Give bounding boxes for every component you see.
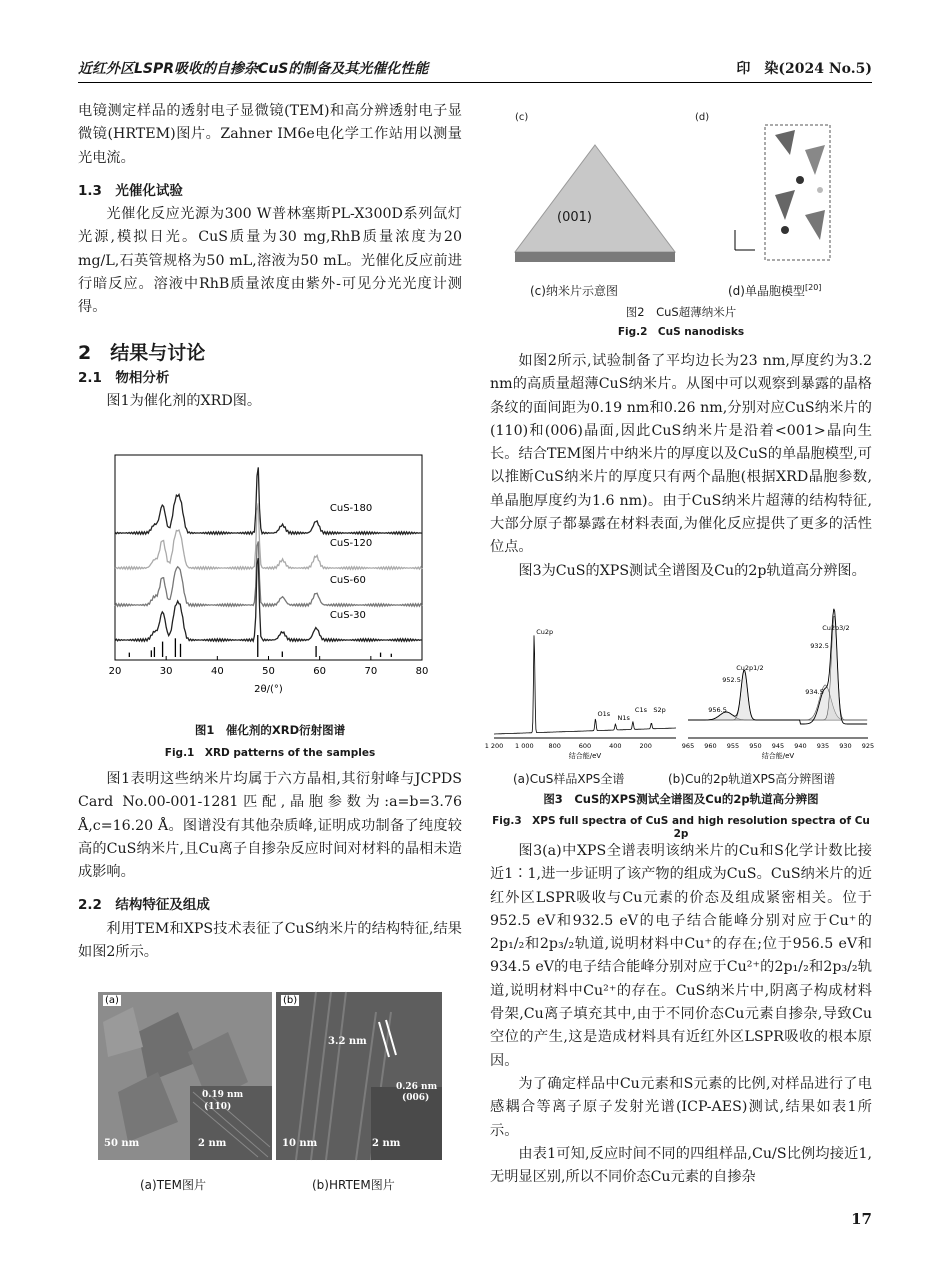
fig1-caption-en: Fig.1 XRD patterns of the samples [164, 747, 376, 759]
sub-caption-xps-b: (b)Cu的2p轨道XPS高分辨图谱 [668, 772, 836, 786]
tem-a-scale: 50 nm [104, 1138, 140, 1149]
paragraph-2-1: 图1为催化剂的XRD图。 [106, 393, 262, 410]
xps-a-tick-label: 1 200 [484, 742, 504, 750]
xrd-series-line [115, 503, 422, 569]
xrd-series-line [115, 558, 422, 641]
sub-caption-b: (b)HRTEM图片 [312, 1178, 395, 1192]
paragraph-icp: 为了确定样品中Cu元素和S元素的比例,对样品进行了电感耦合等离子原子发射光谱(ICP-AES)测试,结果如表1所示。 [490, 1075, 872, 1139]
xps-a-peak-label: Cu2p [536, 628, 554, 636]
xrd-series-label: CuS-60 [329, 575, 366, 586]
xps-cu2p-chart [681, 620, 875, 760]
xps-b-tick-label: 945 [771, 742, 785, 750]
xps-a-tick-label: 200 [639, 742, 652, 750]
xrd-tick-label: 20 [108, 666, 122, 677]
xps-b-tick-label: 955 [726, 742, 740, 750]
running-header [78, 58, 872, 80]
hrtem-texture [276, 992, 442, 1160]
xps-b-tick-label: 935 [816, 742, 830, 750]
paragraph-intro: 电镜测定样品的透射电子显微镜(TEM)和高分辨透射电子显微镜(HRTEM)图片。Zahner IM6e电化学工作站用以测量光电流。 [78, 103, 462, 166]
xrd-tick-label: 40 [210, 666, 224, 677]
xps-a-xlabel: 结合能/eV [568, 752, 602, 760]
sub-caption-c: (c)纳米片示意图 [530, 284, 618, 298]
sub-caption-d-ref: [20] [804, 283, 822, 292]
hrtem-plane: (006) [402, 1093, 430, 1103]
paragraph-fig1: 图1表明这些纳米片均属于六方晶相,其衍射峰与JCPDS Card No.00-001-1281匹配,晶胞参数为:a=b=3.76 Å,c=16.20 Å。图谱没有其他杂质峰,证明成功制备了纯度较高的CuS纳米片,且Cu离子自掺杂反应时间对材料的晶相未造成影响。 [78, 771, 462, 881]
xrd-frame [115, 455, 422, 660]
xps-a-peak-label: C1s [634, 706, 647, 714]
tem-a-d-spacing: 0.19 nm [202, 1090, 244, 1100]
fig2-caption-en: Fig.2 CuS nanodisks [617, 326, 745, 338]
xps-b-peak-label: Cu2p3/2 [822, 624, 850, 632]
xps-a-peak-label: N1s [617, 714, 630, 722]
paragraph-xps: 图3(a)中XPS全谱表明该纳米片的Cu和S化学计数比接近1∶1,进一步证明了该产物的组成为CuS。CuS纳米片的近红外区LSPR吸收与Cu元素的价态及组成紧密相关。位于952.5 eV和932.5 eV的电子结合能峰分别对应于Cu⁺的2p₁/₂和2p₃/₂轨道,说明材料中Cu⁺的存在;位于956.5 eV和934.5 eV的电子结合能峰分别对应于Cu²⁺的2p₁/₂和2p₃/₂轨道,说明材料中Cu²⁺的存在。CuS纳米片中,阴离子构成材料骨架,Cu离子填充其中,由于不同价态Cu元素自掺杂,导致Cu空位的产生,这是造成材料具有近红外区LSPR吸收的根本原因。 [490, 843, 872, 1069]
xps-b-tick-label: 925 [861, 742, 875, 750]
nanosheet-triangle [510, 140, 680, 265]
xrd-series-label: CuS-180 [329, 503, 373, 514]
sub-caption-a: (a)TEM图片 [140, 1178, 206, 1192]
fig3-caption: 图3 CuS的XPS测试全谱图及Cu的2p轨道高分辨图 [543, 792, 819, 806]
paragraph-1-3: 光催化反应光源为300 W普林塞斯PL-X300D系列氙灯光源,模拟日光。CuS质量为30 mg,RhB质量浓度为20 mg/L,石英管规格为50 mL,溶液为50 mL。光催化反应前进行暗反应。溶液中RhB质量浓度由紫外-可见分光光度计测得。 [78, 206, 462, 316]
left-column-top [78, 100, 462, 414]
hrtem-thickness: 3.2 nm [328, 1036, 367, 1047]
header-rule [78, 82, 872, 83]
sub-caption-xps-a: (a)CuS样品XPS全谱 [513, 772, 625, 786]
fig3-caption-en: Fig.3 XPS full spectra of CuS and high resolution spectra of Cu 2p [492, 815, 870, 840]
xps-b-peak-label: 956.5 [708, 706, 727, 714]
fig2-c-label: (c) [515, 112, 529, 123]
unit-cell-model [725, 120, 865, 265]
xrd-tick-label: 70 [364, 666, 378, 677]
paragraph-fig3-intro: 图3为CuS的XPS测试全谱图及Cu的2p轨道高分辨图。 [518, 562, 866, 579]
xps-b-tick-label: 950 [749, 742, 762, 750]
xrd-tick-label: 60 [313, 666, 327, 677]
xps-b-tick-label: 940 [794, 742, 807, 750]
hrtem-image [276, 992, 442, 1160]
xps-a-peak-label: S2p [653, 706, 666, 714]
tem-a-plane: (110) [204, 1102, 232, 1112]
xrd-xlabel: 2θ/(°) [254, 684, 283, 695]
xrd-series-label: CuS-30 [329, 610, 366, 621]
xps-a-tick-label: 800 [548, 742, 561, 750]
xps-b-peak-label: 952.5 [722, 676, 741, 684]
xps-a-tick-label: 400 [609, 742, 622, 750]
xps-b-tick-label: 960 [704, 742, 717, 750]
sub-caption-d [728, 282, 821, 299]
journal-issue: 印 染(2024 No.5) [736, 61, 872, 77]
tem-image [98, 992, 272, 1160]
tem-a-inset-scale: 2 nm [198, 1138, 227, 1149]
xps-b-peak-label: 932.5 [810, 642, 829, 650]
tem-a-label: (a) [105, 995, 119, 1006]
xps-a-tick-label: 1 000 [515, 742, 534, 750]
xrd-series-line [115, 467, 422, 534]
xps-a-tick-label: 600 [578, 742, 592, 750]
section-2-2-heading: 2.2 结构特征及组成 [78, 897, 210, 914]
xrd-chart [100, 450, 440, 710]
tem-texture [98, 992, 272, 1160]
left-column-bottom [78, 768, 462, 964]
fig2-caption: 图2 CuS超薄纳米片 [625, 305, 737, 319]
xps-b-peak-label: 934.5 [805, 688, 824, 696]
xrd-tick-label: 30 [159, 666, 173, 677]
xrd-tick-label: 50 [262, 666, 275, 677]
xps-a-peak-label: O1s [597, 710, 611, 718]
paragraph-2-2: 利用TEM和XPS技术表征了CuS纳米片的结构特征,结果如图2所示。 [78, 920, 462, 961]
xps-b-peak-label: Cu2p1/2 [736, 664, 764, 672]
xrd-series-line [115, 541, 422, 606]
fig1-caption: 图1 催化剂的XRD衍射图谱 [194, 723, 346, 737]
section-2-1-heading: 2.1 物相分析 [78, 369, 170, 386]
triangle-plane-label: (001) [557, 210, 592, 225]
xrd-series-label: CuS-120 [329, 538, 373, 549]
xps-a-spectrum [494, 635, 676, 734]
xps-survey-chart [484, 620, 680, 760]
hrtem-b-label: (b) [283, 995, 298, 1006]
paragraph-table: 由表1可知,反应时间不同的四组样品,Cu/S比例均接近1,无明显区别,所以不同价态Cu元素的自掺杂 [490, 1145, 872, 1186]
hrtem-scale: 10 nm [282, 1138, 318, 1149]
xps-b-xlabel: 结合能/eV [761, 752, 795, 760]
paragraph-fig2: 如图2所示,试验制备了平均边长为23 nm,厚度约为3.2 nm的高质量超薄CuS纳米片。从图中可以观察到暴露的晶格条纹的面间距为0.19 nm和0.26 nm,分别对应CuS纳米片的(110)和(006)晶面,因此CuS纳米片是沿着<001>晶向生长。结合TEM图片中纳米片的厚度以及CuS的单晶胞模型,可以推断CuS纳米片的厚度只有两个晶胞(根据XRD晶胞参数,单晶胞厚度约为1.6 nm)。由于CuS纳米片超薄的结构特征,大部分原子都暴露在材料表面,为催化反应提供了更多的活性位点。 [490, 353, 872, 556]
xps-b-tick-label: 930 [839, 742, 852, 750]
fig2-d-label: (d) [695, 112, 710, 123]
xrd-tick-label: 80 [415, 666, 429, 677]
right-column-bottom [490, 840, 872, 1189]
xps-b-tick-label: 965 [681, 742, 695, 750]
page-number: 17 [851, 1210, 872, 1228]
sub-caption-d-text: (d)单晶胞模型 [728, 284, 805, 298]
section-1-3-heading: 1.3 光催化试验 [78, 182, 183, 199]
section-2-heading: 2 结果与讨论 [78, 341, 206, 364]
hrtem-inset-scale: 2 nm [372, 1138, 401, 1149]
right-column-mid [490, 350, 872, 583]
running-title: 近红外区LSPR吸收的自掺杂CuS的制备及其光催化性能 [78, 61, 429, 77]
hrtem-d-spacing: 0.26 nm [396, 1082, 438, 1092]
